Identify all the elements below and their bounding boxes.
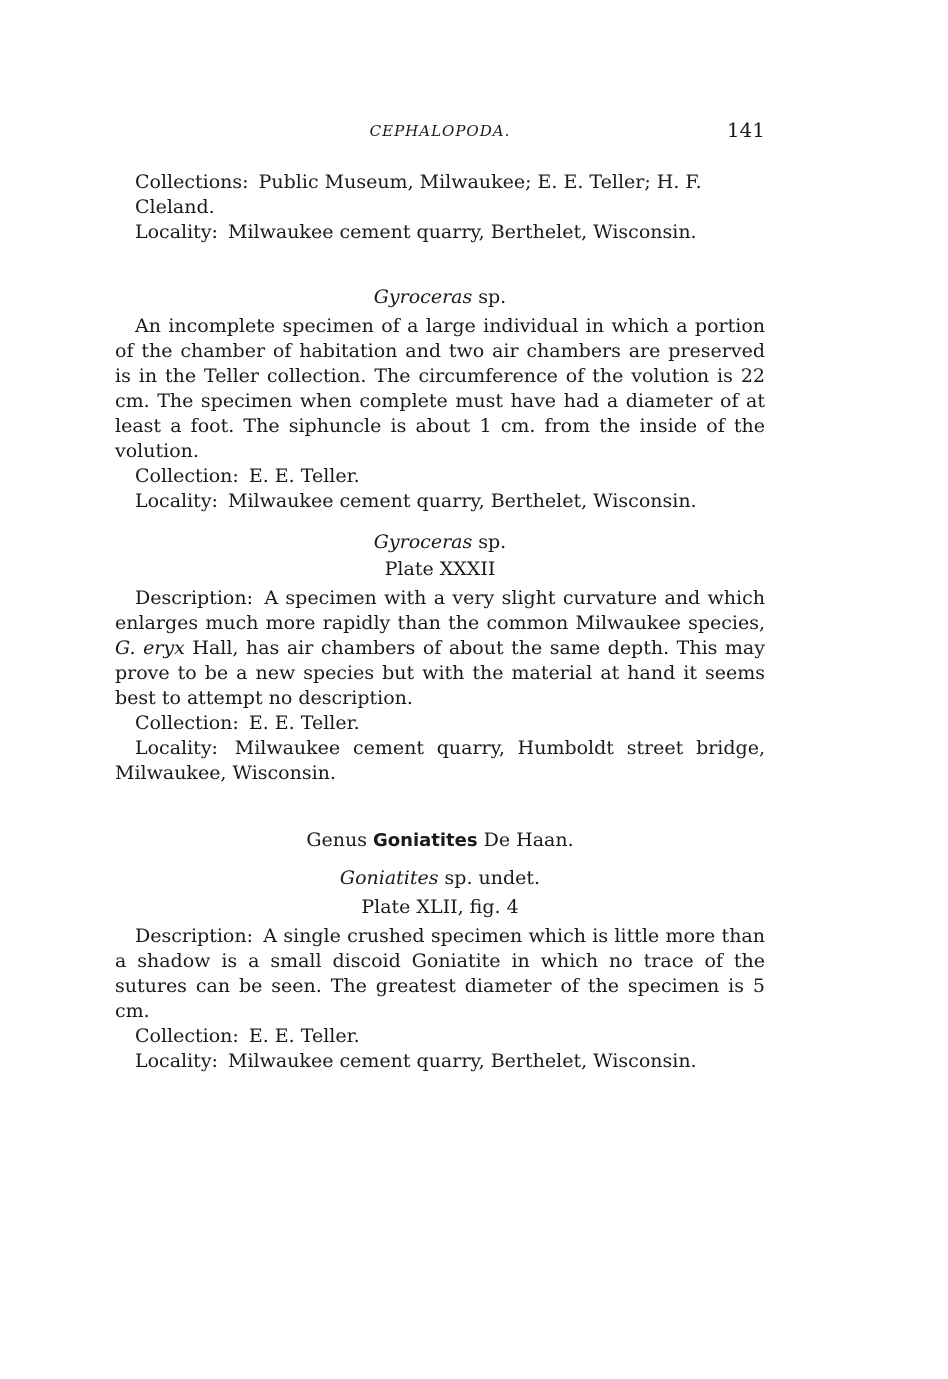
locality-value: Milwaukee cement quarry, Berthelet, Wisconsin. [228,221,697,243]
section-goniatites [115,828,765,1074]
collections-label: Collections: [135,171,249,193]
species-genus: Goniatites [339,867,439,889]
page-header [115,118,765,146]
collection-line [115,711,765,736]
locality-line [115,736,765,786]
collection-label: Collection: [135,1025,239,1047]
plate-reference: Plate XXXII [384,558,496,580]
description-part1: A specimen with a very slight curvature and which enlarges much more rapidly than the common Milwaukee species, [115,587,765,634]
collection-label: Collection: [135,465,239,487]
species-genus: Gyroceras [373,286,473,308]
genus-prefix: Genus [306,829,374,851]
section-gyroceras-1 [115,285,765,514]
genus-author: De Haan. [477,829,574,851]
species-rest: sp. undet. [438,867,541,889]
genus-name: Goniatites [373,830,478,851]
collection-value: E. E. Teller. [248,1025,360,1047]
description-species: G. eryx [115,637,185,659]
running-head: CEPHALOPODA. [369,122,511,140]
locality-label: Locality: [135,1050,218,1072]
locality-line [115,220,765,245]
locality-value: Milwaukee cement quarry, Humboldt street bridge, Milwaukee, Wisconsin. [115,737,765,784]
locality-value: Milwaukee cement quarry, Berthelet, Wisconsin. [228,490,697,512]
locality-line [115,1049,765,1074]
page-number: 141 [726,118,765,142]
collection-label: Collection: [135,712,239,734]
locality-value: Milwaukee cement quarry, Berthelet, Wisconsin. [228,1050,697,1072]
locality-line [115,489,765,514]
locality-label: Locality: [135,490,218,512]
collections-value: Public Museum, Milwaukee; E. E. Teller; H. F. Cleland. [135,171,702,218]
collection-line [115,1024,765,1049]
species-rest: sp. [472,286,507,308]
description-paragraph [115,586,765,711]
collections-line [115,170,765,220]
species-genus: Gyroceras [373,531,473,553]
species-rest: sp. [472,531,507,553]
description-label: Description: [135,925,253,947]
description-paragraph [115,924,765,1024]
species-heading [115,285,765,310]
collection-value: E. E. Teller. [248,712,360,734]
collection-value: E. E. Teller. [248,465,360,487]
species-heading [115,866,765,891]
section-previous-continuation [115,170,765,245]
genus-heading [115,828,765,853]
section-gyroceras-2 [115,530,765,786]
description-text: A single crushed specimen which is little more than a shadow is a small discoid Goniatite in which no trace of the sutures can be seen. The greatest diameter of the specimen is 5 cm. [115,925,765,1022]
collection-line [115,464,765,489]
locality-label: Locality: [135,221,218,243]
species-heading [115,530,765,555]
description-label: Description: [135,587,253,609]
locality-label: Locality: [135,737,218,759]
species-paragraph: An incomplete specimen of a large individual in which a portion of the chamber of habitation and two air chambers are preserved is in the Teller collection. The circumference of the volution is 22 cm. The specimen when complete must have had a diameter of at least a foot. The siphuncle is about 1 cm. from the inside of the volution. [115,315,765,462]
description-part2: Hall, has air chambers of about the same depth. This may prove to be a new species but with the material at hand it seems best to attempt no description. [115,637,765,709]
plate-reference: Plate XLII, fig. 4 [361,896,519,918]
